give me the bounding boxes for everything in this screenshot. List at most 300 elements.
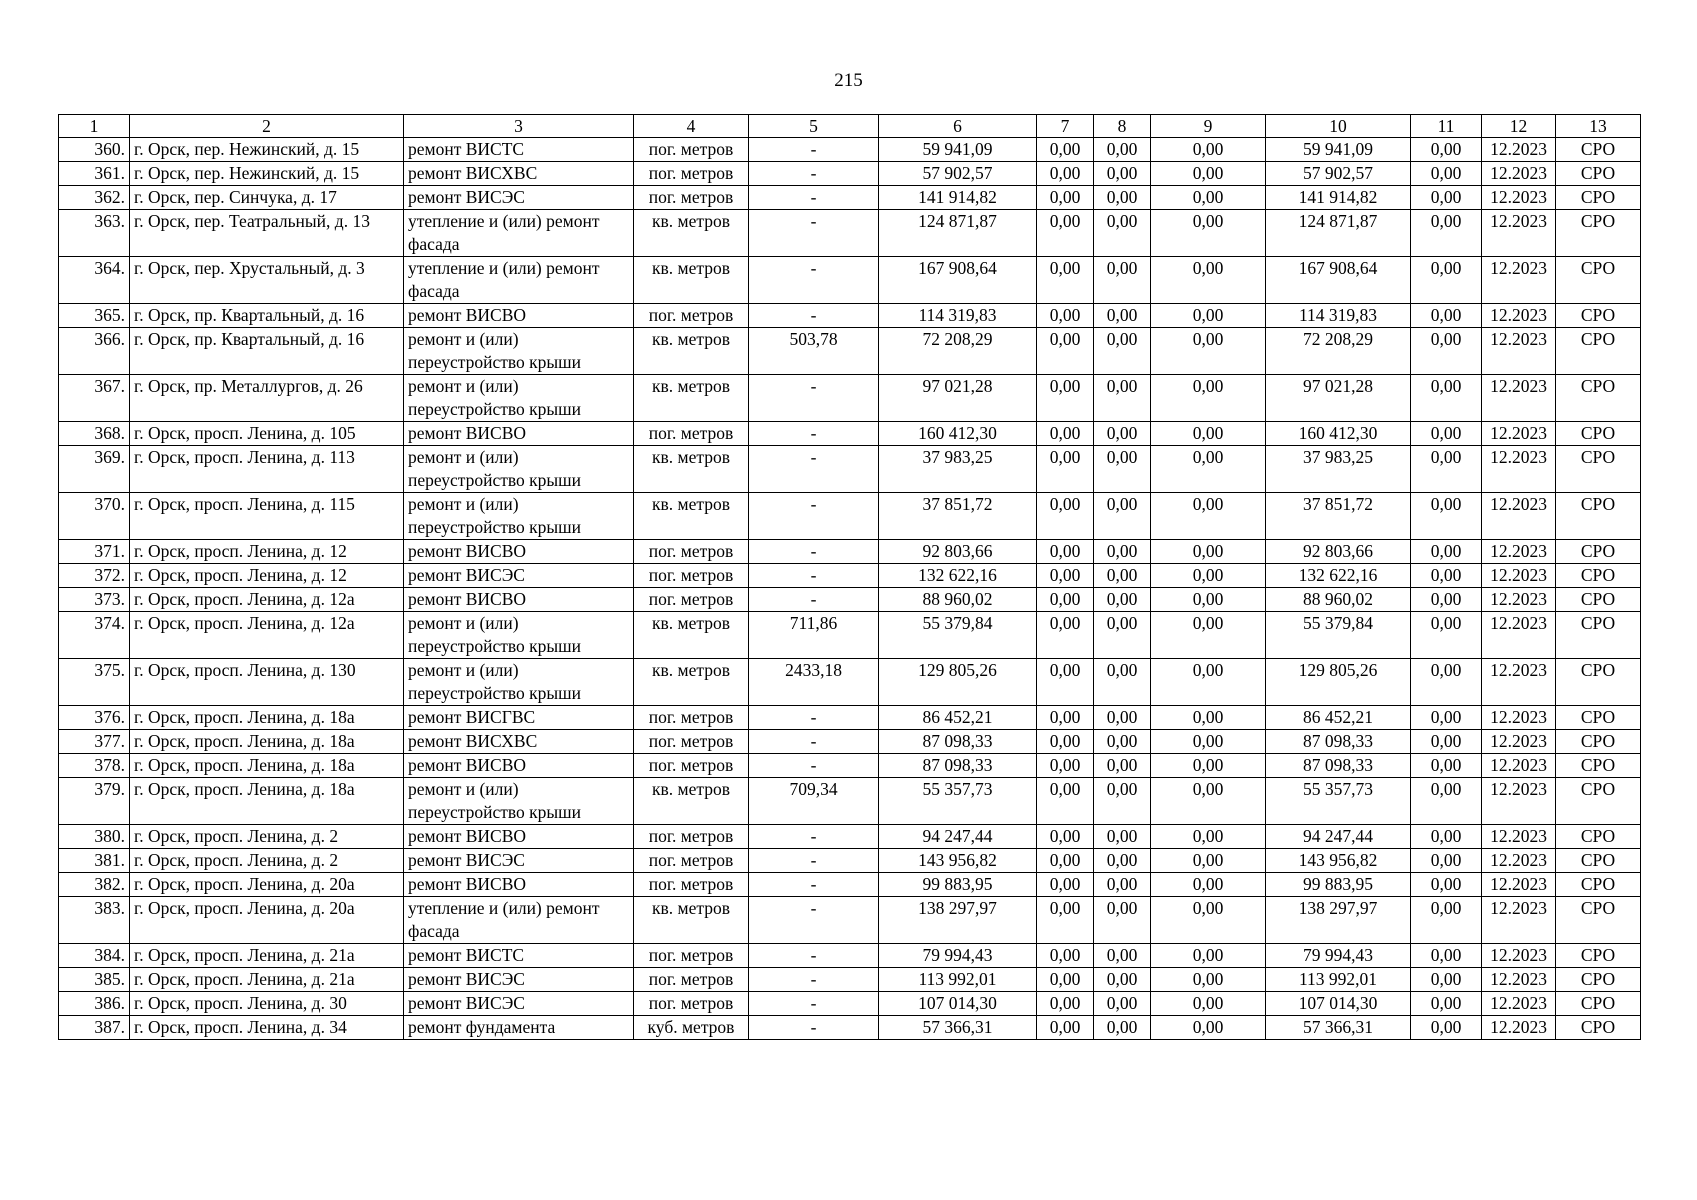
cell-fund-col-8: 0,00 <box>1094 754 1151 778</box>
cell-row-number: 369. <box>59 446 130 493</box>
cell-address: г. Орск, просп. Ленина, д. 20а <box>130 897 404 944</box>
cell-unit: кв. метров <box>634 210 749 257</box>
cell-fund-col-11: 0,00 <box>1411 754 1482 778</box>
cell-volume: - <box>749 540 879 564</box>
cell-volume: - <box>749 992 879 1016</box>
cell-fund-col-7: 0,00 <box>1037 328 1094 375</box>
cell-fund-col-11: 0,00 <box>1411 706 1482 730</box>
cell-address: г. Орск, пер. Хрустальный, д. 3 <box>130 257 404 304</box>
table-row <box>59 540 1641 564</box>
column-header-10: 10 <box>1266 115 1411 138</box>
cell-method: СРО <box>1556 1016 1641 1040</box>
table-row <box>59 778 1641 825</box>
cell-unit: кв. метров <box>634 257 749 304</box>
cell-fund-col-8: 0,00 <box>1094 422 1151 446</box>
cell-fund-col-9: 0,00 <box>1151 493 1266 540</box>
cell-fund-col-8: 0,00 <box>1094 257 1151 304</box>
cell-method: СРО <box>1556 873 1641 897</box>
cell-fund-col-7: 0,00 <box>1037 754 1094 778</box>
cell-fund-col-7: 0,00 <box>1037 257 1094 304</box>
cell-row-number: 379. <box>59 778 130 825</box>
table-row <box>59 186 1641 210</box>
cell-fund-col-11: 0,00 <box>1411 849 1482 873</box>
cell-unit: пог. метров <box>634 422 749 446</box>
cell-completion-date: 12.2023 <box>1482 897 1556 944</box>
cell-completion-date: 12.2023 <box>1482 493 1556 540</box>
cell-fund-col-7: 0,00 <box>1037 873 1094 897</box>
cell-fund-col-11: 0,00 <box>1411 659 1482 706</box>
cell-total-cost: 141 914,82 <box>879 186 1037 210</box>
cell-completion-date: 12.2023 <box>1482 992 1556 1016</box>
cell-fund-col-9: 0,00 <box>1151 897 1266 944</box>
cell-unit: кв. метров <box>634 778 749 825</box>
cell-work-type: утепление и (или) ремонт фасада <box>404 210 634 257</box>
table-row <box>59 588 1641 612</box>
cell-fund-col-7: 0,00 <box>1037 778 1094 825</box>
cell-fund-col-10: 114 319,83 <box>1266 304 1411 328</box>
cell-fund-col-7: 0,00 <box>1037 1016 1094 1040</box>
cell-method: СРО <box>1556 186 1641 210</box>
cell-fund-col-11: 0,00 <box>1411 897 1482 944</box>
cell-work-type: ремонт ВИСЭС <box>404 186 634 210</box>
cell-completion-date: 12.2023 <box>1482 849 1556 873</box>
cell-unit: пог. метров <box>634 588 749 612</box>
cell-method: СРО <box>1556 588 1641 612</box>
cell-fund-col-8: 0,00 <box>1094 375 1151 422</box>
cell-fund-col-11: 0,00 <box>1411 730 1482 754</box>
cell-address: г. Орск, пер. Театральный, д. 13 <box>130 210 404 257</box>
cell-volume: - <box>749 138 879 162</box>
cell-row-number: 382. <box>59 873 130 897</box>
cell-address: г. Орск, просп. Ленина, д. 115 <box>130 493 404 540</box>
cell-completion-date: 12.2023 <box>1482 588 1556 612</box>
cell-work-type: ремонт ВИСЭС <box>404 968 634 992</box>
cell-completion-date: 12.2023 <box>1482 138 1556 162</box>
table-row <box>59 873 1641 897</box>
cell-fund-col-11: 0,00 <box>1411 778 1482 825</box>
cell-row-number: 362. <box>59 186 130 210</box>
cell-fund-col-7: 0,00 <box>1037 588 1094 612</box>
cell-address: г. Орск, просп. Ленина, д. 12а <box>130 612 404 659</box>
table-row <box>59 754 1641 778</box>
cell-unit: кв. метров <box>634 493 749 540</box>
cell-address: г. Орск, просп. Ленина, д. 113 <box>130 446 404 493</box>
cell-fund-col-9: 0,00 <box>1151 992 1266 1016</box>
column-header-11: 11 <box>1411 115 1482 138</box>
cell-completion-date: 12.2023 <box>1482 754 1556 778</box>
cell-total-cost: 138 297,97 <box>879 897 1037 944</box>
cell-address: г. Орск, просп. Ленина, д. 20а <box>130 873 404 897</box>
cell-total-cost: 72 208,29 <box>879 328 1037 375</box>
cell-completion-date: 12.2023 <box>1482 706 1556 730</box>
column-header-1: 1 <box>59 115 130 138</box>
cell-volume: - <box>749 944 879 968</box>
cell-volume: - <box>749 257 879 304</box>
cell-fund-col-11: 0,00 <box>1411 422 1482 446</box>
table-row <box>59 210 1641 257</box>
cell-method: СРО <box>1556 730 1641 754</box>
cell-fund-col-8: 0,00 <box>1094 304 1151 328</box>
cell-completion-date: 12.2023 <box>1482 968 1556 992</box>
cell-total-cost: 92 803,66 <box>879 540 1037 564</box>
cell-work-type: ремонт ВИСЭС <box>404 849 634 873</box>
cell-total-cost: 160 412,30 <box>879 422 1037 446</box>
cell-fund-col-8: 0,00 <box>1094 1016 1151 1040</box>
cell-fund-col-10: 37 983,25 <box>1266 446 1411 493</box>
cell-unit: пог. метров <box>634 825 749 849</box>
cell-total-cost: 143 956,82 <box>879 849 1037 873</box>
table-row <box>59 897 1641 944</box>
cell-volume: - <box>749 422 879 446</box>
cell-address: г. Орск, просп. Ленина, д. 130 <box>130 659 404 706</box>
cell-work-type: ремонт и (или) переустройство крыши <box>404 778 634 825</box>
cell-fund-col-9: 0,00 <box>1151 968 1266 992</box>
cell-method: СРО <box>1556 968 1641 992</box>
cell-method: СРО <box>1556 944 1641 968</box>
cell-volume: - <box>749 754 879 778</box>
cell-total-cost: 87 098,33 <box>879 754 1037 778</box>
cell-work-type: ремонт и (или) переустройство крыши <box>404 493 634 540</box>
table-row <box>59 564 1641 588</box>
cell-fund-col-7: 0,00 <box>1037 659 1094 706</box>
cell-completion-date: 12.2023 <box>1482 1016 1556 1040</box>
cell-fund-col-9: 0,00 <box>1151 375 1266 422</box>
cell-address: г. Орск, просп. Ленина, д. 18а <box>130 778 404 825</box>
cell-fund-col-7: 0,00 <box>1037 304 1094 328</box>
cell-completion-date: 12.2023 <box>1482 944 1556 968</box>
cell-fund-col-8: 0,00 <box>1094 446 1151 493</box>
cell-fund-col-8: 0,00 <box>1094 849 1151 873</box>
cell-row-number: 365. <box>59 304 130 328</box>
cell-unit: пог. метров <box>634 849 749 873</box>
table-row <box>59 328 1641 375</box>
cell-fund-col-10: 97 021,28 <box>1266 375 1411 422</box>
cell-fund-col-8: 0,00 <box>1094 540 1151 564</box>
cell-completion-date: 12.2023 <box>1482 825 1556 849</box>
cell-work-type: ремонт ВИСВО <box>404 540 634 564</box>
cell-fund-col-11: 0,00 <box>1411 257 1482 304</box>
cell-address: г. Орск, пр. Квартальный, д. 16 <box>130 328 404 375</box>
cell-fund-col-9: 0,00 <box>1151 612 1266 659</box>
table-row <box>59 730 1641 754</box>
cell-volume: - <box>749 706 879 730</box>
cell-unit: пог. метров <box>634 186 749 210</box>
cell-unit: кв. метров <box>634 659 749 706</box>
cell-work-type: ремонт ВИСХВС <box>404 162 634 186</box>
cell-total-cost: 97 021,28 <box>879 375 1037 422</box>
cell-completion-date: 12.2023 <box>1482 162 1556 186</box>
table-row <box>59 304 1641 328</box>
cell-method: СРО <box>1556 304 1641 328</box>
table-row <box>59 612 1641 659</box>
cell-completion-date: 12.2023 <box>1482 210 1556 257</box>
cell-fund-col-7: 0,00 <box>1037 564 1094 588</box>
cell-completion-date: 12.2023 <box>1482 612 1556 659</box>
cell-row-number: 383. <box>59 897 130 944</box>
cell-method: СРО <box>1556 138 1641 162</box>
cell-unit: куб. метров <box>634 1016 749 1040</box>
cell-unit: пог. метров <box>634 540 749 564</box>
cell-fund-col-8: 0,00 <box>1094 564 1151 588</box>
cell-fund-col-11: 0,00 <box>1411 968 1482 992</box>
cell-work-type: ремонт ВИСТС <box>404 138 634 162</box>
table-row <box>59 825 1641 849</box>
cell-fund-col-11: 0,00 <box>1411 138 1482 162</box>
cell-total-cost: 132 622,16 <box>879 564 1037 588</box>
table-row <box>59 849 1641 873</box>
cell-fund-col-8: 0,00 <box>1094 992 1151 1016</box>
cell-fund-col-8: 0,00 <box>1094 944 1151 968</box>
cell-work-type: ремонт фундамента <box>404 1016 634 1040</box>
cell-fund-col-7: 0,00 <box>1037 540 1094 564</box>
cell-fund-col-10: 72 208,29 <box>1266 328 1411 375</box>
cell-total-cost: 124 871,87 <box>879 210 1037 257</box>
cell-fund-col-7: 0,00 <box>1037 706 1094 730</box>
cell-fund-col-10: 87 098,33 <box>1266 730 1411 754</box>
cell-volume: - <box>749 564 879 588</box>
cell-fund-col-9: 0,00 <box>1151 778 1266 825</box>
cell-row-number: 370. <box>59 493 130 540</box>
cell-total-cost: 55 379,84 <box>879 612 1037 659</box>
cell-address: г. Орск, просп. Ленина, д. 21а <box>130 968 404 992</box>
cell-fund-col-10: 37 851,72 <box>1266 493 1411 540</box>
cell-total-cost: 57 366,31 <box>879 1016 1037 1040</box>
cell-work-type: ремонт ВИСХВС <box>404 730 634 754</box>
cell-fund-col-10: 59 941,09 <box>1266 138 1411 162</box>
cell-unit: кв. метров <box>634 897 749 944</box>
cell-work-type: ремонт ВИСГВС <box>404 706 634 730</box>
cell-address: г. Орск, пер. Синчука, д. 17 <box>130 186 404 210</box>
column-header-5: 5 <box>749 115 879 138</box>
cell-total-cost: 114 319,83 <box>879 304 1037 328</box>
column-header-6: 6 <box>879 115 1037 138</box>
cell-volume: 709,34 <box>749 778 879 825</box>
table-row <box>59 138 1641 162</box>
cell-completion-date: 12.2023 <box>1482 328 1556 375</box>
cell-row-number: 371. <box>59 540 130 564</box>
cell-volume: 503,78 <box>749 328 879 375</box>
cell-fund-col-10: 57 366,31 <box>1266 1016 1411 1040</box>
cell-completion-date: 12.2023 <box>1482 778 1556 825</box>
cell-fund-col-10: 79 994,43 <box>1266 944 1411 968</box>
cell-total-cost: 55 357,73 <box>879 778 1037 825</box>
cell-total-cost: 57 902,57 <box>879 162 1037 186</box>
cell-method: СРО <box>1556 659 1641 706</box>
cell-address: г. Орск, просп. Ленина, д. 21а <box>130 944 404 968</box>
column-header-12: 12 <box>1482 115 1556 138</box>
cell-fund-col-7: 0,00 <box>1037 612 1094 659</box>
column-header-8: 8 <box>1094 115 1151 138</box>
cell-unit: пог. метров <box>634 706 749 730</box>
cell-unit: пог. метров <box>634 873 749 897</box>
cell-work-type: ремонт ВИСВО <box>404 873 634 897</box>
cell-fund-col-10: 124 871,87 <box>1266 210 1411 257</box>
cell-fund-col-8: 0,00 <box>1094 825 1151 849</box>
cell-address: г. Орск, просп. Ленина, д. 30 <box>130 992 404 1016</box>
cell-unit: кв. метров <box>634 375 749 422</box>
cell-fund-col-8: 0,00 <box>1094 778 1151 825</box>
cell-fund-col-11: 0,00 <box>1411 375 1482 422</box>
table-row <box>59 1016 1641 1040</box>
cell-work-type: ремонт ВИСВО <box>404 422 634 446</box>
table-row <box>59 257 1641 304</box>
cell-work-type: ремонт и (или) переустройство крыши <box>404 375 634 422</box>
cell-completion-date: 12.2023 <box>1482 375 1556 422</box>
cell-row-number: 380. <box>59 825 130 849</box>
cell-row-number: 366. <box>59 328 130 375</box>
cell-fund-col-7: 0,00 <box>1037 375 1094 422</box>
table-row <box>59 422 1641 446</box>
cell-fund-col-11: 0,00 <box>1411 588 1482 612</box>
cell-fund-col-9: 0,00 <box>1151 564 1266 588</box>
cell-volume: - <box>749 849 879 873</box>
cell-row-number: 381. <box>59 849 130 873</box>
cell-volume: - <box>749 897 879 944</box>
cell-fund-col-11: 0,00 <box>1411 540 1482 564</box>
cell-fund-col-10: 88 960,02 <box>1266 588 1411 612</box>
cell-fund-col-8: 0,00 <box>1094 493 1151 540</box>
table-row <box>59 493 1641 540</box>
cell-fund-col-10: 138 297,97 <box>1266 897 1411 944</box>
cell-completion-date: 12.2023 <box>1482 446 1556 493</box>
cell-method: СРО <box>1556 849 1641 873</box>
cell-fund-col-11: 0,00 <box>1411 162 1482 186</box>
cell-fund-col-10: 107 014,30 <box>1266 992 1411 1016</box>
cell-fund-col-7: 0,00 <box>1037 493 1094 540</box>
cell-unit: пог. метров <box>634 944 749 968</box>
cell-row-number: 361. <box>59 162 130 186</box>
cell-fund-col-10: 167 908,64 <box>1266 257 1411 304</box>
cell-row-number: 364. <box>59 257 130 304</box>
cell-fund-col-11: 0,00 <box>1411 825 1482 849</box>
cell-fund-col-7: 0,00 <box>1037 138 1094 162</box>
cell-work-type: ремонт ВИСТС <box>404 944 634 968</box>
cell-total-cost: 167 908,64 <box>879 257 1037 304</box>
cell-fund-col-8: 0,00 <box>1094 873 1151 897</box>
cell-total-cost: 37 851,72 <box>879 493 1037 540</box>
cell-total-cost: 88 960,02 <box>879 588 1037 612</box>
cell-unit: кв. метров <box>634 446 749 493</box>
cell-method: СРО <box>1556 540 1641 564</box>
cell-volume: - <box>749 730 879 754</box>
repair-register-table <box>58 114 1641 1040</box>
cell-fund-col-9: 0,00 <box>1151 210 1266 257</box>
cell-fund-col-8: 0,00 <box>1094 730 1151 754</box>
cell-fund-col-9: 0,00 <box>1151 588 1266 612</box>
cell-method: СРО <box>1556 210 1641 257</box>
cell-volume: - <box>749 1016 879 1040</box>
cell-method: СРО <box>1556 992 1641 1016</box>
table-row <box>59 706 1641 730</box>
table-row <box>59 446 1641 493</box>
cell-work-type: ремонт ВИСЭС <box>404 992 634 1016</box>
cell-completion-date: 12.2023 <box>1482 730 1556 754</box>
cell-fund-col-8: 0,00 <box>1094 162 1151 186</box>
cell-completion-date: 12.2023 <box>1482 186 1556 210</box>
cell-method: СРО <box>1556 257 1641 304</box>
cell-method: СРО <box>1556 493 1641 540</box>
cell-unit: пог. метров <box>634 730 749 754</box>
cell-total-cost: 37 983,25 <box>879 446 1037 493</box>
cell-fund-col-10: 86 452,21 <box>1266 706 1411 730</box>
cell-unit: пог. метров <box>634 564 749 588</box>
cell-fund-col-11: 0,00 <box>1411 493 1482 540</box>
cell-fund-col-7: 0,00 <box>1037 162 1094 186</box>
cell-row-number: 384. <box>59 944 130 968</box>
cell-work-type: ремонт и (или) переустройство крыши <box>404 659 634 706</box>
cell-row-number: 378. <box>59 754 130 778</box>
cell-volume: - <box>749 968 879 992</box>
cell-work-type: ремонт ВИСВО <box>404 588 634 612</box>
cell-volume: - <box>749 304 879 328</box>
cell-address: г. Орск, просп. Ленина, д. 12 <box>130 564 404 588</box>
cell-address: г. Орск, пер. Нежинский, д. 15 <box>130 138 404 162</box>
cell-fund-col-8: 0,00 <box>1094 328 1151 375</box>
column-header-4: 4 <box>634 115 749 138</box>
cell-fund-col-9: 0,00 <box>1151 162 1266 186</box>
cell-address: г. Орск, просп. Ленина, д. 18а <box>130 706 404 730</box>
cell-method: СРО <box>1556 375 1641 422</box>
cell-unit: пог. метров <box>634 304 749 328</box>
cell-fund-col-11: 0,00 <box>1411 446 1482 493</box>
cell-address: г. Орск, пр. Квартальный, д. 16 <box>130 304 404 328</box>
cell-row-number: 373. <box>59 588 130 612</box>
cell-volume: - <box>749 162 879 186</box>
cell-fund-col-8: 0,00 <box>1094 588 1151 612</box>
cell-row-number: 375. <box>59 659 130 706</box>
cell-total-cost: 94 247,44 <box>879 825 1037 849</box>
cell-volume: - <box>749 446 879 493</box>
cell-address: г. Орск, просп. Ленина, д. 18а <box>130 754 404 778</box>
column-header-3: 3 <box>404 115 634 138</box>
cell-fund-col-11: 0,00 <box>1411 564 1482 588</box>
cell-fund-col-9: 0,00 <box>1151 446 1266 493</box>
cell-address: г. Орск, просп. Ленина, д. 2 <box>130 849 404 873</box>
cell-fund-col-10: 129 805,26 <box>1266 659 1411 706</box>
cell-fund-col-9: 0,00 <box>1151 257 1266 304</box>
cell-fund-col-11: 0,00 <box>1411 612 1482 659</box>
cell-total-cost: 59 941,09 <box>879 138 1037 162</box>
cell-total-cost: 129 805,26 <box>879 659 1037 706</box>
table-row <box>59 992 1641 1016</box>
cell-unit: пог. метров <box>634 754 749 778</box>
cell-work-type: ремонт ВИСЭС <box>404 564 634 588</box>
cell-address: г. Орск, просп. Ленина, д. 34 <box>130 1016 404 1040</box>
cell-row-number: 374. <box>59 612 130 659</box>
cell-total-cost: 107 014,30 <box>879 992 1037 1016</box>
cell-method: СРО <box>1556 162 1641 186</box>
cell-fund-col-9: 0,00 <box>1151 304 1266 328</box>
cell-address: г. Орск, просп. Ленина, д. 2 <box>130 825 404 849</box>
cell-method: СРО <box>1556 422 1641 446</box>
cell-method: СРО <box>1556 825 1641 849</box>
cell-fund-col-7: 0,00 <box>1037 944 1094 968</box>
cell-fund-col-10: 87 098,33 <box>1266 754 1411 778</box>
cell-work-type: ремонт ВИСВО <box>404 304 634 328</box>
cell-volume: - <box>749 375 879 422</box>
cell-fund-col-10: 132 622,16 <box>1266 564 1411 588</box>
cell-fund-col-7: 0,00 <box>1037 968 1094 992</box>
cell-fund-col-8: 0,00 <box>1094 186 1151 210</box>
cell-fund-col-9: 0,00 <box>1151 328 1266 375</box>
cell-address: г. Орск, пр. Металлургов, д. 26 <box>130 375 404 422</box>
cell-fund-col-11: 0,00 <box>1411 304 1482 328</box>
cell-total-cost: 79 994,43 <box>879 944 1037 968</box>
cell-fund-col-9: 0,00 <box>1151 422 1266 446</box>
column-header-2: 2 <box>130 115 404 138</box>
table-row <box>59 659 1641 706</box>
cell-address: г. Орск, просп. Ленина, д. 12 <box>130 540 404 564</box>
